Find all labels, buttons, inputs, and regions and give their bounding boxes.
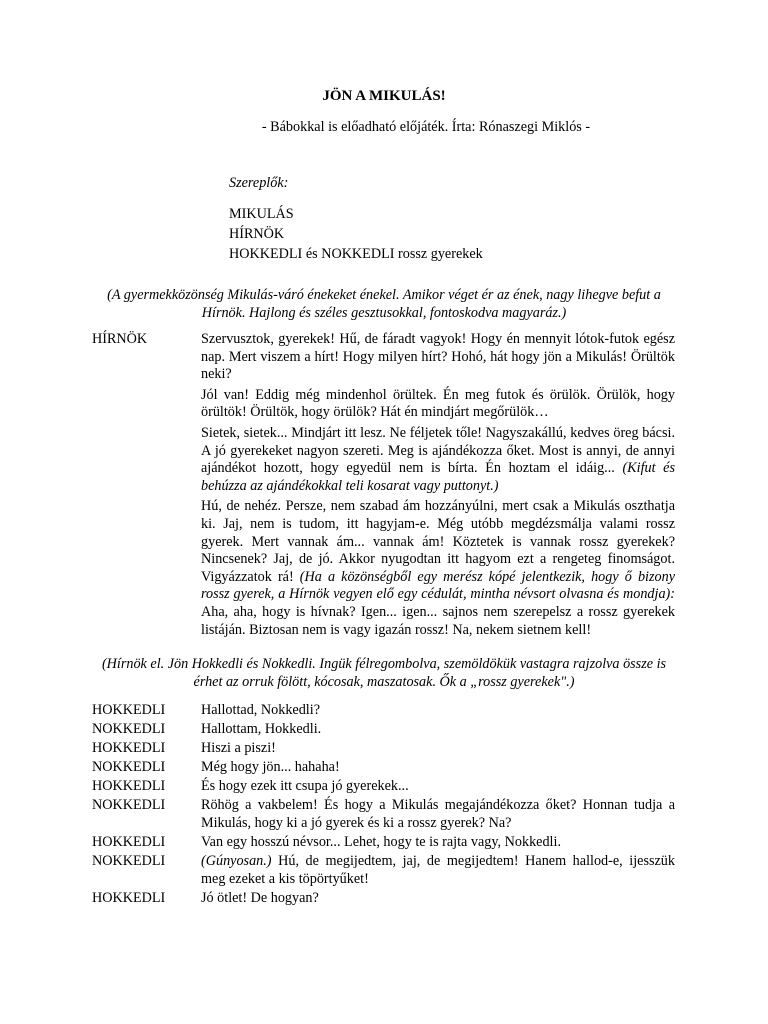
- speaker-name: NOKKEDLI: [92, 721, 166, 738]
- inline-stage-direction: (Gúnyosan.): [201, 853, 272, 870]
- line-text: [201, 853, 675, 888]
- speech-paragraph: Jól van! Eddig még mindenhol örültek. Én meg futok és örülök. Örülök, hogy örültök! Örültök, hogy örülök? Hát én mindjárt megőrülök…: [201, 386, 675, 421]
- speaker-name: HOKKEDLI: [92, 834, 166, 851]
- stage-direction-opening: (A gyermekközönség Mikulás-váró énekeket énekel. Amikor véget ér az ének, nagy lihegve befut a Hírnök. Hajlong és széles gesztusokkal, fontoskodva magyaráz.): [107, 287, 661, 321]
- dialogue-line: [92, 759, 675, 777]
- speaker-name: HOKKEDLI: [92, 702, 166, 718]
- inline-stage-direction: (Ha a közönségből egy merész kópé jelentkezik, hogy ő bizony rossz gyerek, a Hírnök vegyen elő egy cédulát, mintha névsort olvasna és mondja):: [201, 568, 675, 603]
- line-text: Még hogy jön... hahaha!: [201, 759, 340, 776]
- dialogue-line: [92, 702, 675, 720]
- dialogue-line: [92, 740, 675, 758]
- line-text: És hogy ezek itt csupa jó gyerekek...: [201, 778, 409, 795]
- cast-heading: Szereplők:: [229, 175, 289, 191]
- line-text: Röhög a vakbelem! És hogy a Mikulás megajándékozza őket? Honnan tudja a Mikulás, hogy ki a jó gyerek és ki a rossz gyerek? Na?: [201, 797, 675, 832]
- inline-stage-direction: (Kifut és behúzza az ajándékokkal teli kosarat vagy puttonyt.): [201, 460, 675, 494]
- line-text-part: Hú, de megijedtem, jaj, de megijedtem! Hanem hallod-e, ijesszük meg ezeket a kis töpörtyűket!: [201, 853, 675, 887]
- line-text: Van egy hosszú névsor... Lehet, hogy te is rajta vagy, Nokkedli.: [201, 834, 561, 851]
- dialogue-line: [92, 890, 675, 908]
- dialogue-line: [92, 834, 675, 852]
- speaker-name: HÍRNÖK: [92, 331, 148, 347]
- speech-text-part: Sietek, sietek... Mindjárt itt lesz. Ne féljetek tőle! Nagyszakállú, kedves öreg bácsi. A jó gyerekeket nagyon szereti. Meg is ajándékozza őket. Most is annyi, de annyi ajándékot hozott, hogy egyedül nem is bírta. Én hoztam el idáig...: [201, 424, 675, 477]
- dialogue-line: [92, 853, 675, 888]
- speaker-name: HOKKEDLI: [92, 889, 166, 906]
- hirnok-monologue: [92, 331, 675, 639]
- dialogue-line: [92, 721, 675, 739]
- speaker-name: NOKKEDLI: [92, 853, 166, 870]
- speaker-name: NOKKEDLI: [92, 797, 166, 814]
- play-subtitle: - Bábokkal is előadható előjáték. Írta: Rónaszegi Miklós -: [261, 119, 591, 135]
- speech-text: [201, 331, 675, 639]
- speaker-name: HOKKEDLI: [92, 740, 166, 757]
- line-text: Hallottam, Hokkedli.: [201, 721, 322, 738]
- cast-list: [229, 175, 483, 264]
- speech-text-part: Aha, aha, hogy is hívnak? Igen... igen... sajnos nem szerepelsz a rossz gyerekek listáján. Biztosan nem is vagy igazán rossz! Na, nekem sietnem kell!: [201, 603, 675, 638]
- cast-member: HÍRNÖK: [229, 225, 285, 242]
- speaker-name: HOKKEDLI: [92, 778, 166, 795]
- dialogue-line: [92, 778, 675, 796]
- play-title: JÖN A MIKULÁS!: [322, 88, 446, 104]
- line-text: Jó ötlet! De hogyan?: [201, 889, 319, 906]
- speaker-name: NOKKEDLI: [92, 759, 166, 776]
- cast-member: HOKKEDLI és NOKKEDLI rossz gyerekek: [229, 245, 483, 262]
- dialogue-section: [92, 702, 675, 909]
- line-text: Hiszi a piszi!: [201, 740, 276, 757]
- speech-paragraph: [201, 498, 675, 639]
- speech-paragraph: [201, 425, 675, 495]
- line-text: Hallottad, Nokkedli?: [201, 702, 320, 718]
- stage-direction-entrance: (Hírnök el. Jön Hokkedli és Nokkedli. Ingük félregombolva, szemöldökük vastagra rajzolva össze is érhet az orruk fölött, kócosak, maszatosak. Ők a „rossz gyerekek".): [101, 656, 667, 690]
- cast-member: MIKULÁS: [229, 205, 294, 222]
- speech-text-part: Hú, de nehéz. Persze, nem szabad ám hozzányúlni, mert csak a Mikulás oszthatja ki. Jaj, nem is tudom, itt hagyjam-e. Még utóbb megdézsmálja valami rossz gyerek. Mert vannak ám... vannak ám! Köztetek is vannak rossz gyerekek? Nincsenek? Jaj, de jó. Akkor nyugodtan itt hagyom ezt a rengeteg finomságot. Vigyázzatok rá!: [201, 498, 675, 585]
- speech-paragraph: Szervusztok, gyerekek! Hű, de fáradt vagyok! Hogy én mennyit lótok-futok egész nap. Mert viszem a hírt! Hogy milyen hírt? Hohó, hát hogy jön a Mikulás! Örültök neki?: [201, 331, 675, 383]
- dialogue-line: [92, 797, 675, 832]
